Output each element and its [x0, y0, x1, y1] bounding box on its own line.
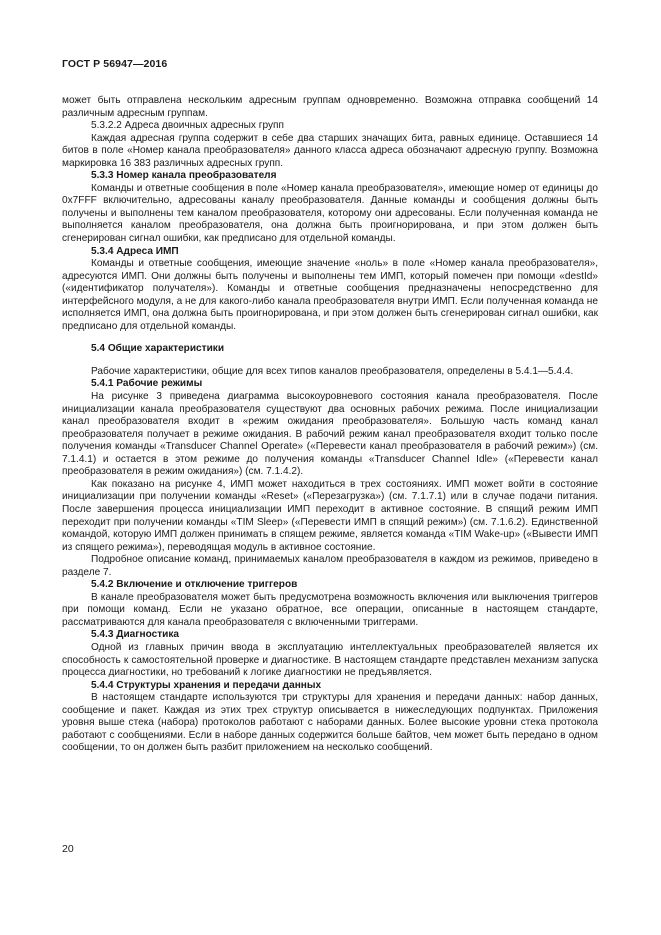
- section-heading: 5.4.2 Включение и отключение триггеров: [91, 579, 298, 591]
- subsection-title: 5.3.2.2 Адреса двоичных адресных групп: [91, 120, 284, 132]
- paragraph: Команды и ответные сообщения, имеющие значение «ноль» в поле «Номер канала преобразователя», адресуются ИМП. Они должны быть получены и выполнены тем ИМП, который помечен при помощи «destId» («идентификатор получателя»). Команды и ответные сообщения предназначены непосредственно для интерфейсного модуля, а не для какого-либо канала преобразователя внутри ИМП. Если полученная команда не исполняется ИМП, она должна быть проигнорирована, и при этом должен быть сгенерирован сигнал ошибки, как предписано для отдельной команды.: [62, 258, 598, 332]
- section-heading: 5.3.3 Номер канала преобразователя: [91, 170, 277, 182]
- paragraph: Подробное описание команд, принимаемых каналом преобразователя в каждом из режимов, приведено в разделе 7.: [62, 554, 598, 578]
- page-number: 20: [62, 843, 74, 855]
- section-heading: 5.4.4 Структуры хранения и передачи данных: [91, 679, 322, 691]
- paragraph: В настоящем стандарте используются три структуры для хранения и передачи данных: набор данных, сообщение и пакет. Каждая из этих трех структур описывается в нижеследующих подпунктах. Приложения уровня выше стека (набора) протоколов работают с наборами данных. Более высокие уровни стека протокола работают с сообщениями. Если в наборе данных содержится больше байтов, чем может быть передано в одном сообщении, то он должен быть разбит приложением на несколько сообщений.: [62, 692, 598, 754]
- document-body: [62, 95, 598, 755]
- section-heading: 5.3.4 Адреса ИМП: [91, 245, 179, 257]
- paragraph: На рисунке 3 приведена диаграмма высокоуровневого состояния канала преобразователя. После инициализации канала преобразователя существуют два основных рабочих режима. После инициализации канал преобразователя входит в «режим ожидания преобразователя». Большую часть команд канал преобразователя получает в режиме ожидания. В рабочий режим канал преобразователя входит только после получения команды «Transducer Channel Operate» («Перевести канал преобразователя в рабочий режим») (см. 7.1.4.1) и остается в этом режиме до получения команды «Transducer Channel Idle» («Перевести канал преобразователя в режим ожидания») (см. 7.1.4.2).: [62, 391, 598, 478]
- paragraph: Как показано на рисунке 4, ИМП может находиться в трех состояниях. ИМП может войти в состояние инициализации при получении команды «Reset» («Перезагрузка») (см. 7.1.7.1) или в случае подачи питания. После завершения процесса инициализации ИМП переходит в активное состояние. В спящий режим ИМП переходит при получении команды «TIM Sleep» («Перевести ИМП в спящий режим») (см. 7.1.6.2). Единственной командой, которую ИМП должен принимать в спящем режиме, является команда «TIM Wake-up» («Вывести ИМП из спящего режима»), переводящая модуль в активное состояние.: [62, 478, 598, 553]
- document-header: ГОСТ Р 56947—2016: [62, 58, 168, 70]
- paragraph: Каждая адресная группа содержит в себе два старших значащих бита, равных единице. Оставшиеся 14 битов в поле «Номер канала преобразователя» данного класса адреса обозначают адресную группу. Возможна маркировка 16 383 различных адресных групп.: [62, 132, 598, 169]
- paragraph: может быть отправлена нескольким адресным группам одновременно. Возможна отправка сообщений 14 различным адресным группам.: [62, 95, 598, 119]
- paragraph: Одной из главных причин ввода в эксплуатацию интеллектуальных преобразователей является их способность к самостоятельной проверке и диагностике. В настоящем стандарте представлен механизм запуска процесса диагностики, но требований к логике диагностики не предъявляется.: [62, 641, 598, 679]
- section-heading: 5.4.1 Рабочие режимы: [91, 378, 203, 390]
- paragraph: В канале преобразователя может быть предусмотрена возможность включения или выключения триггеров при помощи команд. Если не указано обратное, все операции, описанные в настоящем стандарте, рассматриваются для канала преобразователя с включенными триггерами.: [62, 591, 598, 628]
- section-heading: 5.4 Общие характеристики: [91, 343, 225, 355]
- paragraph: Команды и ответные сообщения в поле «Номер канала преобразователя», имеющие номер от единицы до 0x7FFF включительно, адресованы каналу преобразователя. Данные команды и сообщения должны быть получены и выполнены тем каналом преобразователя, которому они адресованы. Если полученная команда не выполняется каналом преобразователя, она должна быть проигнорирована, и при этом должен быть сгенерирован сигнал ошибки, как предписано для отдельной команды.: [62, 182, 598, 245]
- section-heading: 5.4.3 Диагностика: [91, 629, 180, 641]
- paragraph: Рабочие характеристики, общие для всех типов каналов преобразователя, определены в 5.4.1—5.4.4.: [91, 365, 574, 377]
